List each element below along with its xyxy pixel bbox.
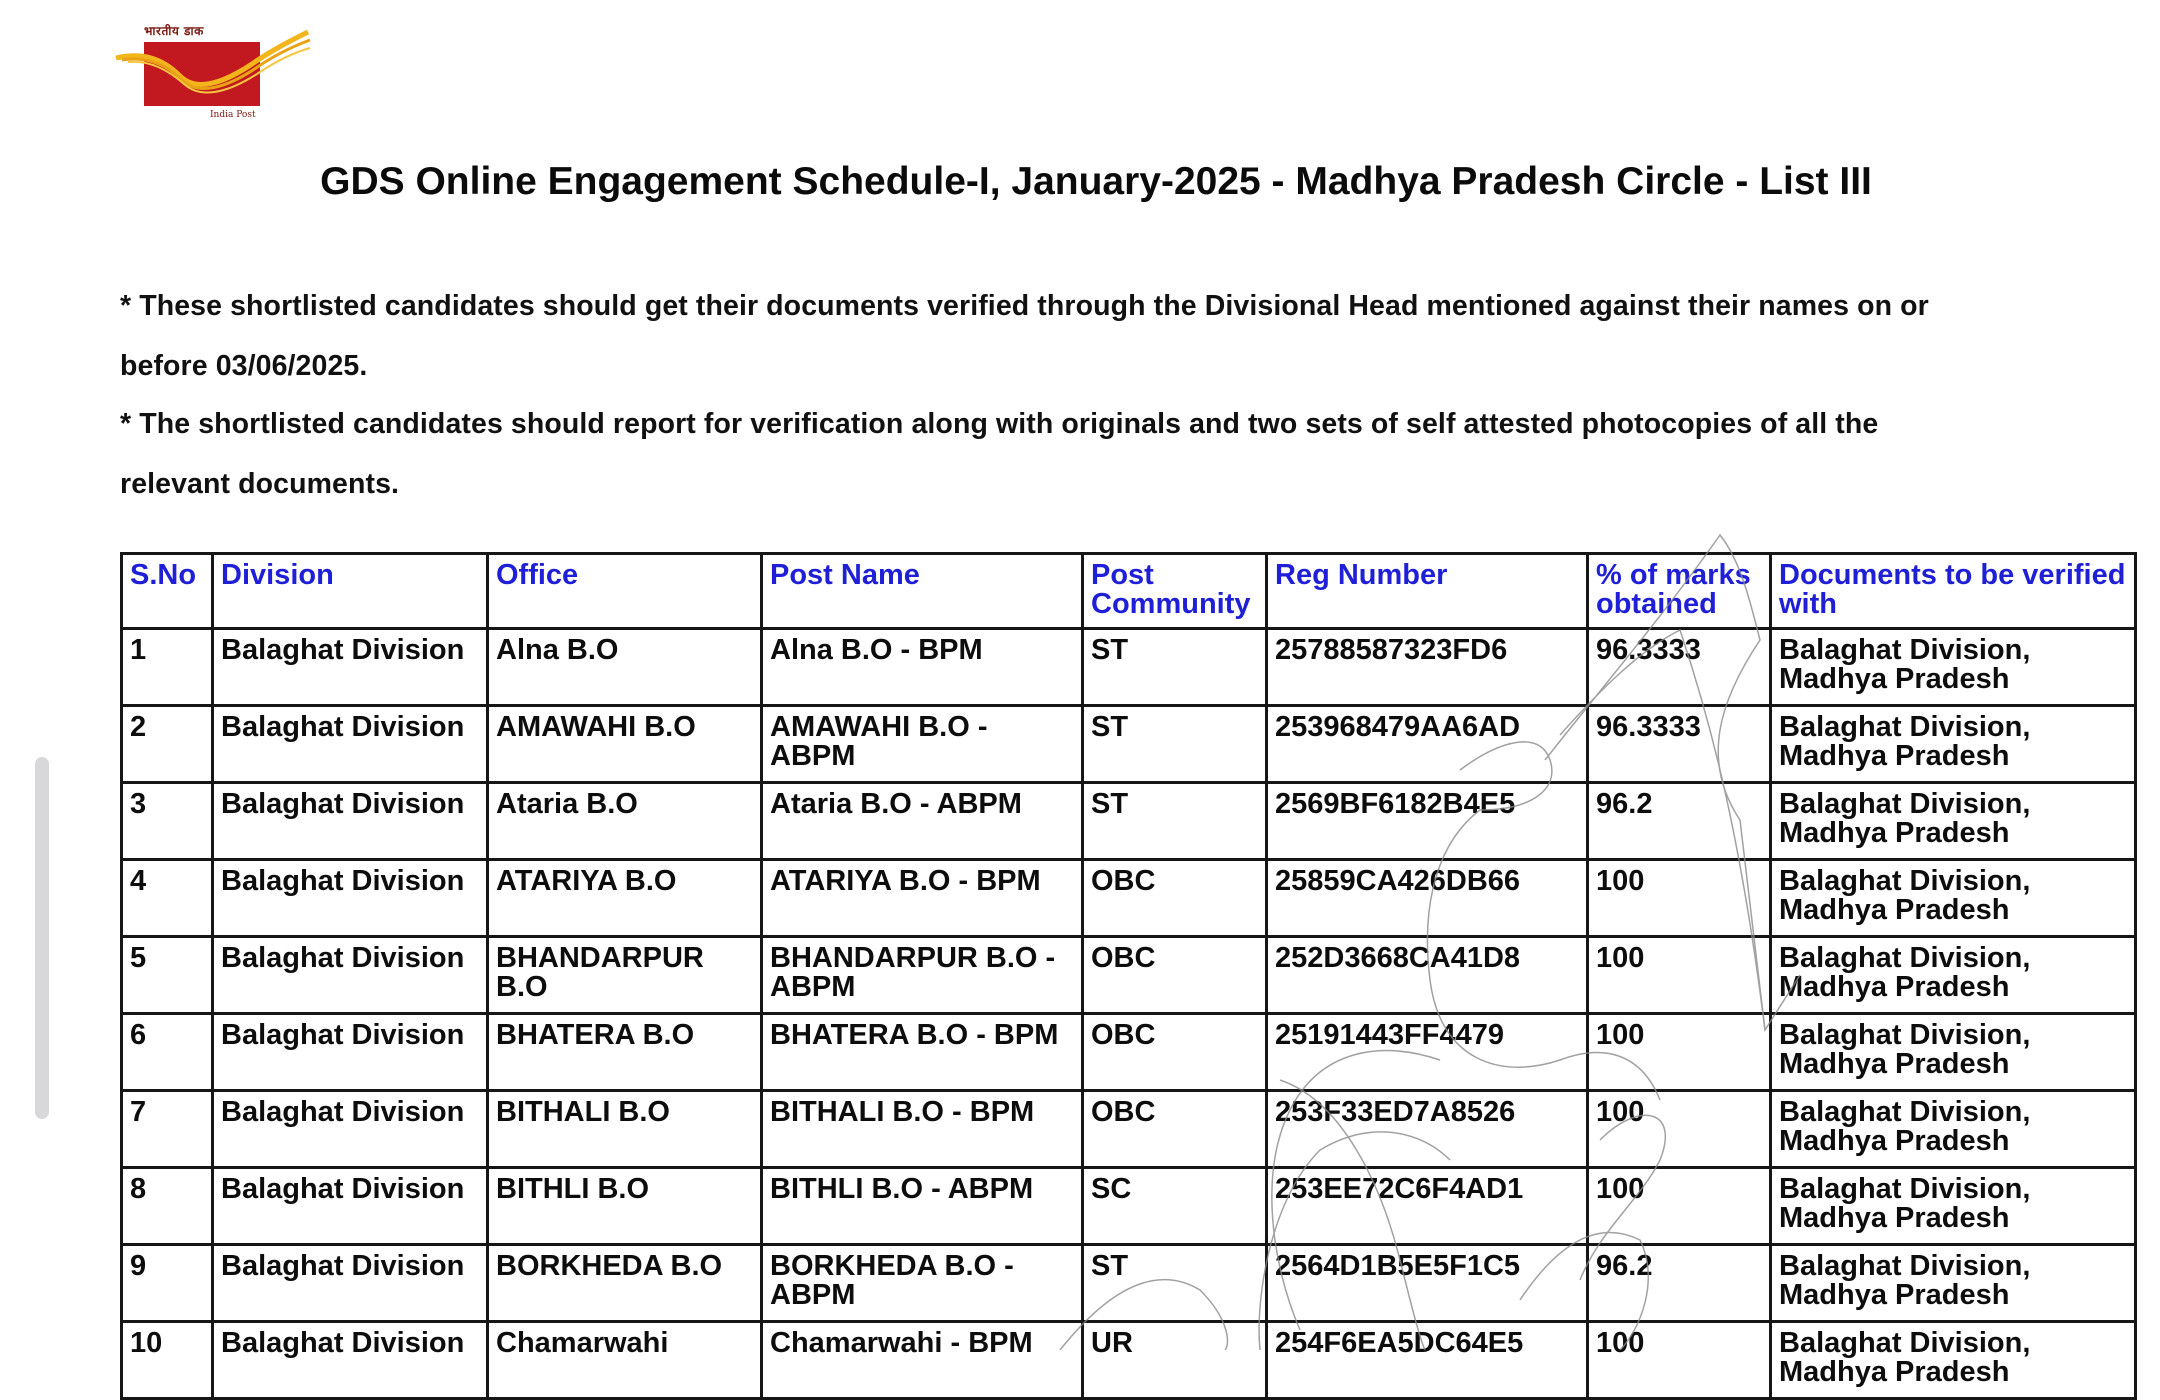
cell-documents: Balaghat Division, Madhya Pradesh	[1771, 629, 2136, 706]
cell-documents: Balaghat Division, Madhya Pradesh	[1771, 1091, 2136, 1168]
cell-office: BHATERA B.O	[488, 1014, 762, 1091]
column-header-reg-number: Reg Number	[1267, 554, 1588, 629]
india-post-logo	[112, 18, 312, 126]
cell-post-name: BHATERA B.O - BPM	[762, 1014, 1083, 1091]
cell-documents: Balaghat Division, Madhya Pradesh	[1771, 860, 2136, 937]
note-line-3: * The shortlisted candidates should report for verification along with originals and two sets of self attested photocopies of all the	[120, 408, 1879, 440]
vertical-scrollbar[interactable]	[35, 757, 49, 1119]
cell-post-name: ATARIYA B.O - BPM	[762, 860, 1083, 937]
cell-post-name: BITHLI B.O - ABPM	[762, 1168, 1083, 1245]
cell-marks: 96.3333	[1588, 706, 1771, 783]
table-row	[122, 1245, 2136, 1322]
table-row	[122, 937, 2136, 1014]
logo-hindi-text: भारतीय डाक	[144, 24, 204, 38]
cell-office: BITHLI B.O	[488, 1168, 762, 1245]
cell-division: Balaghat Division	[213, 1091, 488, 1168]
cell-marks: 96.3333	[1588, 629, 1771, 706]
cell-documents: Balaghat Division, Madhya Pradesh	[1771, 706, 2136, 783]
cell-sno: 6	[122, 1014, 213, 1091]
cell-sno: 1	[122, 629, 213, 706]
cell-division: Balaghat Division	[213, 706, 488, 783]
table-row	[122, 1091, 2136, 1168]
cell-reg-number: 253EE72C6F4AD1	[1267, 1168, 1588, 1245]
table-body	[122, 629, 2136, 1399]
cell-marks: 100	[1588, 1168, 1771, 1245]
note-line-4: relevant documents.	[120, 468, 400, 500]
cell-post-community: SC	[1083, 1168, 1267, 1245]
cell-marks: 96.2	[1588, 1245, 1771, 1322]
column-header-post-name: Post Name	[762, 554, 1083, 629]
cell-division: Balaghat Division	[213, 629, 488, 706]
cell-sno: 7	[122, 1091, 213, 1168]
cell-office: AMAWAHI B.O	[488, 706, 762, 783]
cell-office: ATARIYA B.O	[488, 860, 762, 937]
cell-documents: Balaghat Division, Madhya Pradesh	[1771, 1322, 2136, 1399]
table-row	[122, 629, 2136, 706]
cell-post-name: Ataria B.O - ABPM	[762, 783, 1083, 860]
cell-division: Balaghat Division	[213, 1245, 488, 1322]
cell-marks: 100	[1588, 1014, 1771, 1091]
cell-post-community: OBC	[1083, 1014, 1267, 1091]
cell-post-name: Alna B.O - BPM	[762, 629, 1083, 706]
cell-marks: 100	[1588, 1322, 1771, 1399]
cell-post-name: BORKHEDA B.O - ABPM	[762, 1245, 1083, 1322]
cell-post-name: BHANDARPUR B.O - ABPM	[762, 937, 1083, 1014]
cell-marks: 100	[1588, 860, 1771, 937]
cell-marks: 100	[1588, 1091, 1771, 1168]
shortlist-table	[120, 552, 2137, 1400]
cell-sno: 5	[122, 937, 213, 1014]
cell-sno: 9	[122, 1245, 213, 1322]
cell-reg-number: 253F33ED7A8526	[1267, 1091, 1588, 1168]
cell-office: BHANDARPUR B.O	[488, 937, 762, 1014]
cell-reg-number: 252D3668CA41D8	[1267, 937, 1588, 1014]
column-header-post-community: Post Community	[1083, 554, 1267, 629]
cell-office: BORKHEDA B.O	[488, 1245, 762, 1322]
cell-documents: Balaghat Division, Madhya Pradesh	[1771, 1014, 2136, 1091]
cell-office: BITHALI B.O	[488, 1091, 762, 1168]
cell-post-community: ST	[1083, 783, 1267, 860]
cell-division: Balaghat Division	[213, 783, 488, 860]
cell-sno: 4	[122, 860, 213, 937]
cell-sno: 10	[122, 1322, 213, 1399]
cell-post-community: OBC	[1083, 1091, 1267, 1168]
note-line-2: before 03/06/2025.	[120, 350, 368, 382]
logo-red-box	[144, 42, 260, 106]
table-row	[122, 1014, 2136, 1091]
cell-reg-number: 25191443FF4479	[1267, 1014, 1588, 1091]
table-row	[122, 706, 2136, 783]
cell-documents: Balaghat Division, Madhya Pradesh	[1771, 1168, 2136, 1245]
table-row	[122, 783, 2136, 860]
cell-sno: 2	[122, 706, 213, 783]
cell-sno: 8	[122, 1168, 213, 1245]
cell-division: Balaghat Division	[213, 860, 488, 937]
cell-post-community: ST	[1083, 629, 1267, 706]
cell-reg-number: 25859CA426DB66	[1267, 860, 1588, 937]
cell-marks: 100	[1588, 937, 1771, 1014]
cell-post-community: ST	[1083, 1245, 1267, 1322]
cell-post-community: ST	[1083, 706, 1267, 783]
cell-reg-number: 2564D1B5E5F1C5	[1267, 1245, 1588, 1322]
cell-office: Ataria B.O	[488, 783, 762, 860]
table-header-row	[122, 554, 2136, 629]
cell-reg-number: 253968479AA6AD	[1267, 706, 1588, 783]
cell-documents: Balaghat Division, Madhya Pradesh	[1771, 783, 2136, 860]
cell-post-community: UR	[1083, 1322, 1267, 1399]
cell-documents: Balaghat Division, Madhya Pradesh	[1771, 1245, 2136, 1322]
cell-division: Balaghat Division	[213, 1168, 488, 1245]
note-line-1: * These shortlisted candidates should get their documents verified through the Divisional Head mentioned against their names on or	[120, 290, 1929, 322]
cell-post-name: Chamarwahi - BPM	[762, 1322, 1083, 1399]
cell-reg-number: 254F6EA5DC64E5	[1267, 1322, 1588, 1399]
column-header-marks: % of marks obtained	[1588, 554, 1771, 629]
cell-reg-number: 25788587323FD6	[1267, 629, 1588, 706]
cell-post-community: OBC	[1083, 937, 1267, 1014]
page-title: GDS Online Engagement Schedule-I, January-2025 - Madhya Pradesh Circle - List III	[320, 160, 1872, 203]
cell-sno: 3	[122, 783, 213, 860]
table-row	[122, 1322, 2136, 1399]
cell-division: Balaghat Division	[213, 1014, 488, 1091]
cell-post-name: AMAWAHI B.O - ABPM	[762, 706, 1083, 783]
table-row	[122, 860, 2136, 937]
cell-reg-number: 2569BF6182B4E5	[1267, 783, 1588, 860]
logo-english-text: India Post	[210, 110, 256, 120]
cell-office: Chamarwahi	[488, 1322, 762, 1399]
cell-division: Balaghat Division	[213, 937, 488, 1014]
cell-post-community: OBC	[1083, 860, 1267, 937]
cell-division: Balaghat Division	[213, 1322, 488, 1399]
column-header-division: Division	[213, 554, 488, 629]
column-header-office: Office	[488, 554, 762, 629]
column-header-sno: S.No	[122, 554, 213, 629]
table-row	[122, 1168, 2136, 1245]
column-header-documents: Documents to be verified with	[1771, 554, 2136, 629]
cell-post-name: BITHALI B.O - BPM	[762, 1091, 1083, 1168]
cell-marks: 96.2	[1588, 783, 1771, 860]
cell-office: Alna B.O	[488, 629, 762, 706]
cell-documents: Balaghat Division, Madhya Pradesh	[1771, 937, 2136, 1014]
